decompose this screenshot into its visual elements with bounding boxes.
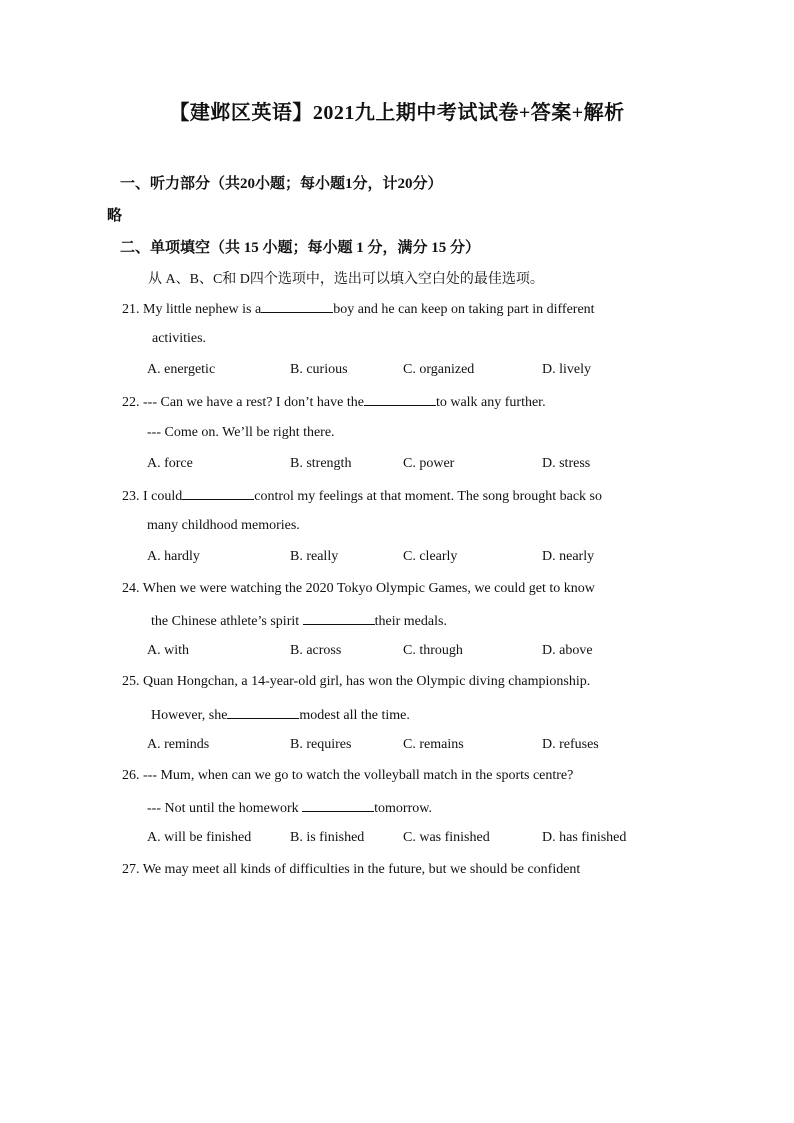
- answer-blank: [261, 300, 333, 313]
- option-26-c: C. was finished: [403, 830, 490, 845]
- option-21-d: D. lively: [542, 362, 591, 377]
- option-25-d: D. refuses: [542, 737, 599, 752]
- question-23: 23. I could control my feelings at that moment. The song brought back so: [122, 489, 602, 504]
- question-24: 24. When we were watching the 2020 Tokyo Olympic Games, we could get to know: [122, 581, 595, 596]
- option-24-a: A. with: [147, 643, 189, 658]
- option-25-c: C. remains: [403, 737, 464, 752]
- option-24-d: D. above: [542, 643, 593, 658]
- option-23-c: C. clearly: [403, 549, 458, 564]
- document-title: 【建邺区英语】2021九上期中考试试卷+答案+解析: [169, 102, 625, 124]
- option-26-d: D. has finished: [542, 830, 627, 845]
- part2-instruction: 从 A、B、C和 D四个选项中，选出可以填入空白处的最佳选项。: [148, 272, 544, 287]
- option-21-c: C. organized: [403, 362, 475, 377]
- question-25-line2: However, she modest all the time.: [151, 708, 410, 723]
- question-21: 21. My little nephew is a boy and he can keep on taking part in different: [122, 302, 595, 317]
- option-21-a: A. energetic: [147, 362, 216, 377]
- option-24-c: C. through: [403, 643, 463, 658]
- question-26: 26. --- Mum, when can we go to watch the volleyball match in the sports centre?: [122, 768, 574, 783]
- answer-blank: [227, 706, 299, 719]
- question-24-line2: the Chinese athlete’s spirit their medals.: [151, 614, 447, 629]
- answer-blank: [364, 393, 436, 406]
- option-25-b: B. requires: [290, 737, 352, 752]
- answer-blank: [303, 612, 375, 625]
- question-27: 27. We may meet all kinds of difficulties in the future, but we should be confident: [122, 862, 581, 877]
- option-22-a: A. force: [147, 456, 193, 471]
- question-21-line2: activities.: [152, 331, 207, 346]
- option-23-a: A. hardly: [147, 549, 200, 564]
- option-22-b: B. strength: [290, 456, 352, 471]
- question-22-line2: --- Come on. We’ll be right there.: [147, 425, 335, 440]
- option-22-d: D. stress: [542, 456, 591, 471]
- question-25: 25. Quan Hongchan, a 14-year-old girl, has won the Olympic diving championship.: [122, 674, 591, 689]
- answer-blank: [182, 487, 254, 500]
- option-26-b: B. is finished: [290, 830, 365, 845]
- option-22-c: C. power: [403, 456, 455, 471]
- question-22: 22. --- Can we have a rest? I don’t have the to walk any further.: [122, 395, 546, 410]
- option-24-b: B. across: [290, 643, 342, 658]
- part1-heading: 一、听力部分（共20小题；每小题1分，计20分）: [120, 176, 443, 192]
- part2-heading: 二、单项填空（共 15 小题；每小题 1 分，满分 15 分）: [120, 240, 481, 256]
- question-23-line2: many childhood memories.: [147, 518, 300, 533]
- option-23-d: D. nearly: [542, 549, 595, 564]
- option-21-b: B. curious: [290, 362, 348, 377]
- part1-omit: 略: [107, 208, 123, 224]
- question-26-line2: --- Not until the homework tomorrow.: [147, 801, 432, 816]
- option-23-b: B. really: [290, 549, 339, 564]
- answer-blank: [302, 799, 374, 812]
- option-26-a: A. will be finished: [147, 830, 252, 845]
- option-25-a: A. reminds: [147, 737, 210, 752]
